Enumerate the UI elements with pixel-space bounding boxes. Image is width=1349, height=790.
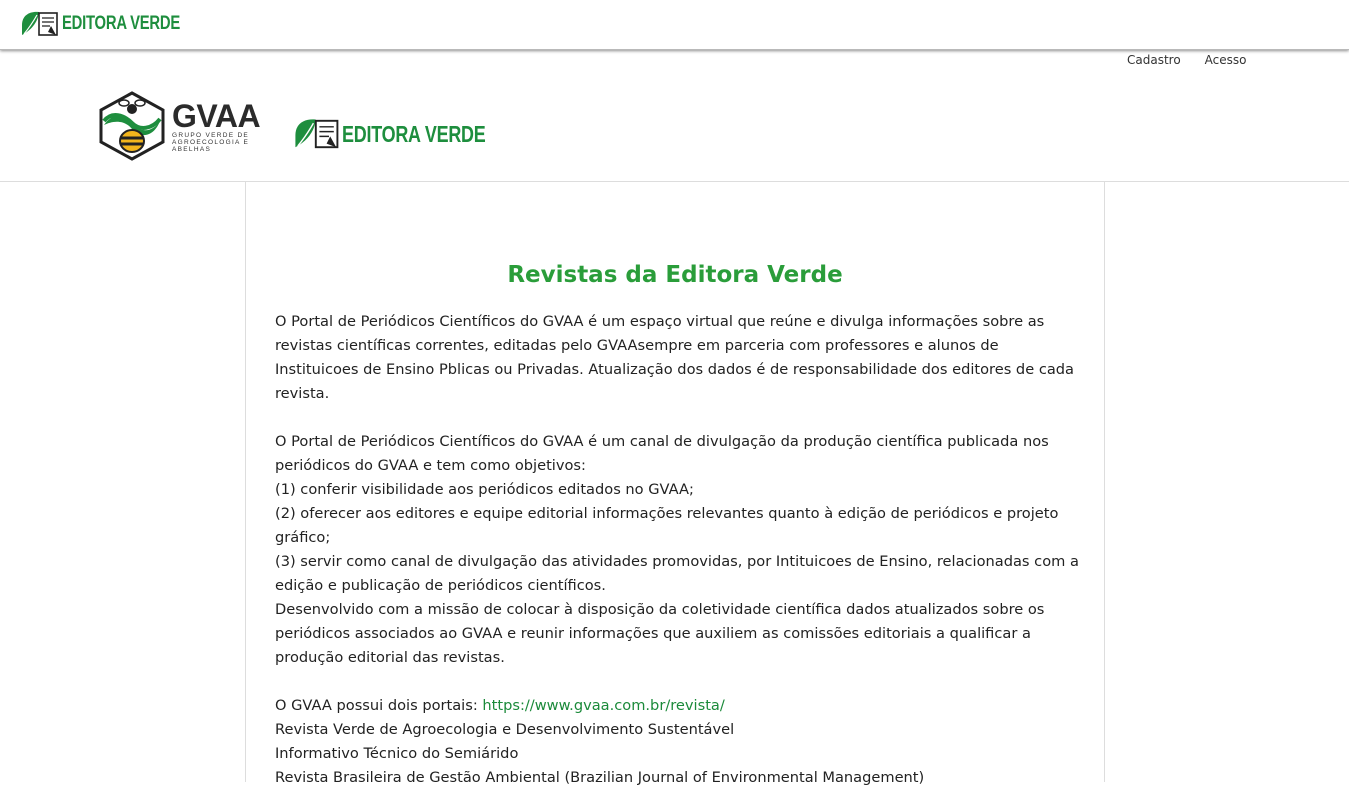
portals-prefix: O GVAA possui dois portais:: [275, 697, 483, 714]
objective-3: (3) servir como canal de divulgação das atividades promovidas, por Intituicoes de Ensino, relacionadas com a edição e publicação de periódicos científicos.: [275, 553, 1079, 594]
gvaa-logo-text: [172, 97, 261, 153]
journal-item: Revista Verde de Agroecologia e Desenvolvimento Sustentável: [275, 721, 735, 738]
article-body: [275, 310, 1085, 790]
objective-2: (2) oferecer aos editores e equipe editorial informações relevantes quanto à edição de periódicos e projeto gráfico;: [275, 505, 1059, 546]
page-title: Revistas da Editora Verde: [507, 262, 843, 288]
journal-item: Informativo Técnico do Semiárido: [275, 745, 519, 762]
intro-paragraph: O Portal de Periódicos Científicos do GVAA é um espaço virtual que reúne e divulga informações sobre as revistas científicas correntes, editadas pelo GVAAsempre em parceria com professores e alunos de Instituicoes de Ensino Pblicas ou Privadas. Atualização dos dados é de responsabilidade dos editores de cada revista.: [275, 313, 1074, 402]
user-nav: [1127, 53, 1247, 67]
main-content: [245, 182, 1105, 786]
login-link[interactable]: Acesso: [1204, 53, 1247, 67]
top-bar: [0, 0, 1349, 50]
leaf-book-icon: [20, 9, 60, 39]
editora-verde-home-logo[interactable]: [20, 9, 213, 39]
portals-line: [275, 694, 1085, 718]
journal-item: Revista Brasileira de Gestão Ambiental (Brazilian Journal of Environmental Management): [275, 769, 925, 786]
register-link[interactable]: Cadastro: [1127, 53, 1181, 67]
leaf-book-icon: [293, 116, 341, 152]
editora-verde-logo-text: EDITORA VERDE: [342, 120, 486, 147]
bee-hexagon-icon: [98, 91, 166, 161]
gvaa-logo[interactable]: [98, 91, 260, 161]
gvaa-title: GVAA: [172, 97, 261, 134]
objectives-intro: O Portal de Periódicos Científicos do GVAA é um canal de divulgação da produção científica publicada nos periódicos do GVAA e tem como objetivos:: [275, 433, 1049, 474]
small-logo-text: EDITORA VERDE: [62, 13, 181, 34]
mission-paragraph: Desenvolvido com a missão de colocar à disposição da coletividade científica dados atualizados sobre os periódicos associados ao GVAA e reunir informações que auxiliem as comissões editoriais a qualificar a produção editorial das revistas.: [275, 601, 1045, 666]
editora-verde-logo[interactable]: [293, 116, 526, 152]
gvaa-subtitle: GRUPO VERDE DE AGROECOLOGIA E ABELHAS: [172, 131, 250, 153]
portal-link[interactable]: https://www.gvaa.com.br/revista/: [482, 697, 725, 714]
objective-1: (1) conferir visibilidade aos periódicos editados no GVAA;: [275, 481, 694, 498]
